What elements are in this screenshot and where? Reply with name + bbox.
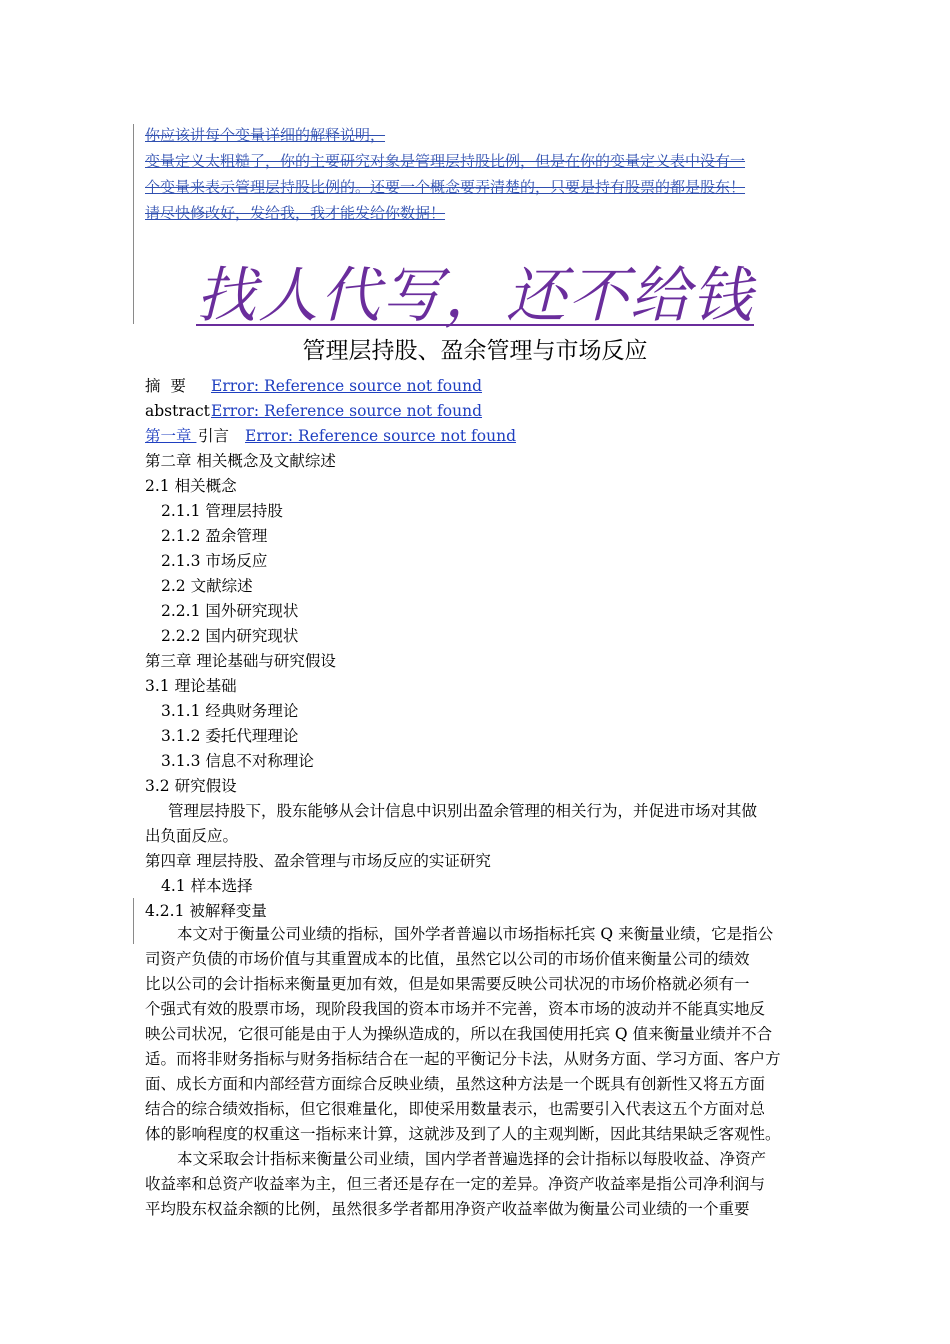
comment-line: 你应该讲每个变量详细的解释说明，	[145, 126, 386, 144]
paragraph-line: 结合的综合绩效指标，但它很难量化，即使采用数量表示，也需要引入代表这五个方面对总	[145, 1100, 766, 1118]
section-4-2-1-heading: 4.2.1 被解释变量	[145, 902, 267, 920]
paragraph-line: 本文对于衡量公司业绩的指标，国外学者普遍以市场指标托宾 Q 来衡量业绩，它是指公	[177, 925, 774, 943]
toc-abstract-en-link[interactable]: Error: Reference source not found	[211, 402, 483, 420]
toc-item: 2.2.2 国内研究现状	[161, 627, 299, 645]
paragraph-line: 本文采取会计指标来衡量公司业绩，国内学者普遍选择的会计指标以每股收益、净资产	[177, 1150, 767, 1168]
hypothesis-text: 出负面反应。	[145, 827, 239, 845]
toc-item: 第二章 相关概念及文献综述	[145, 452, 336, 470]
paragraph-line: 体的影响程度的权重这一指标来计算，这就涉及到了人的主观判断，因此其结果缺乏客观性。	[145, 1125, 781, 1143]
reviewer-comment	[145, 122, 825, 226]
toc-item: 3.1.2 委托代理理论	[161, 727, 299, 745]
paragraph-line: 个强式有效的股票市场，现阶段我国的资本市场并不完善，资本市场的波动并不能真实地反	[145, 1000, 766, 1018]
toc-item: 3.1.1 经典财务理论	[161, 702, 299, 720]
comment-line: 个变量来表示管理层持股比例的。还要一个概念要弄清楚的，只要是持有股票的都是股东！	[145, 178, 746, 196]
section-4-1-heading: 4.1 样本选择	[161, 877, 253, 895]
paragraph-line: 收益率和总资产收益率为主，但三者还是存在一定的差异。净资产收益率是指公司净利润与	[145, 1175, 766, 1193]
paragraph-line: 面、成长方面和内部经营方面综合反映业绩，虽然这种方法是一个既具有创新性又将五方面	[145, 1075, 766, 1093]
paragraph-line: 平均股东权益余额的比例，虽然很多学者都用净资产收益率做为衡量公司业绩的一个重要	[145, 1200, 750, 1218]
comment-line: 请尽快修改好，发给我，我才能发给你数据！	[145, 204, 446, 222]
body-paragraph-2	[145, 1147, 810, 1222]
toc-ch1-error-link[interactable]: Error: Reference source not found	[245, 427, 517, 445]
toc-item: 2.2.1 国外研究现状	[161, 602, 299, 620]
paragraph-line: 映公司状况，它很可能是由于人为操纵造成的，所以在我国使用托宾 Q 值来衡量业绩并不合	[145, 1025, 773, 1043]
toc-item: 2.1.1 管理层持股	[161, 502, 283, 520]
change-bar-bottom	[133, 898, 134, 944]
document-title: 管理层持股、盈余管理与市场反应	[302, 338, 648, 364]
toc-item: 2.2 文献综述	[161, 577, 253, 595]
toc-item: 3.2 研究假设	[145, 777, 237, 795]
toc-item: 2.1.3 市场反应	[161, 552, 268, 570]
paragraph-line: 司资产负债的市场价值与其重置成本的比值，虽然它以公司的市场价值来衡量公司的绩效	[145, 950, 750, 968]
body-paragraph-1	[145, 922, 810, 1147]
chapter-4-heading: 第四章 理层持股、盈余管理与市场反应的实证研究	[145, 852, 491, 870]
toc-abstract-en-label: abstract	[145, 402, 210, 420]
toc-item: 第三章 理论基础与研究假设	[145, 652, 336, 670]
toc-abstract-cn-label: 摘 要	[145, 377, 186, 395]
paragraph-line: 比以公司的会计指标来衡量更加有效，但是如果需要反映公司状况的市场价格就必须有一	[145, 975, 750, 993]
hypothesis-text: 管理层持股下，股东能够从会计信息中识别出盈余管理的相关行为，并促进市场对其做	[168, 802, 758, 820]
toc-item: 3.1 理论基础	[145, 677, 237, 695]
toc-ch1-label: 引言	[198, 427, 230, 445]
banner-text: 找人代写，还不给钱	[196, 261, 754, 331]
toc-item: 2.1.2 盈余管理	[161, 527, 268, 545]
comment-line: 变量定义太粗糙了，你的主要研究对象是管理层持股比例，但是在你的变量定义表中没有一	[145, 152, 746, 170]
toc-ch1-link[interactable]: 第一章	[145, 427, 197, 445]
toc-abstract-cn	[145, 376, 186, 396]
toc-abstract-cn-link[interactable]: Error: Reference source not found	[211, 377, 483, 395]
toc-item: 2.1 相关概念	[145, 477, 237, 495]
toc-item: 3.1.3 信息不对称理论	[161, 752, 314, 770]
paragraph-line: 适。而将非财务指标与财务指标结合在一起的平衡记分卡法，从财务方面、学习方面、客户方	[145, 1050, 781, 1068]
